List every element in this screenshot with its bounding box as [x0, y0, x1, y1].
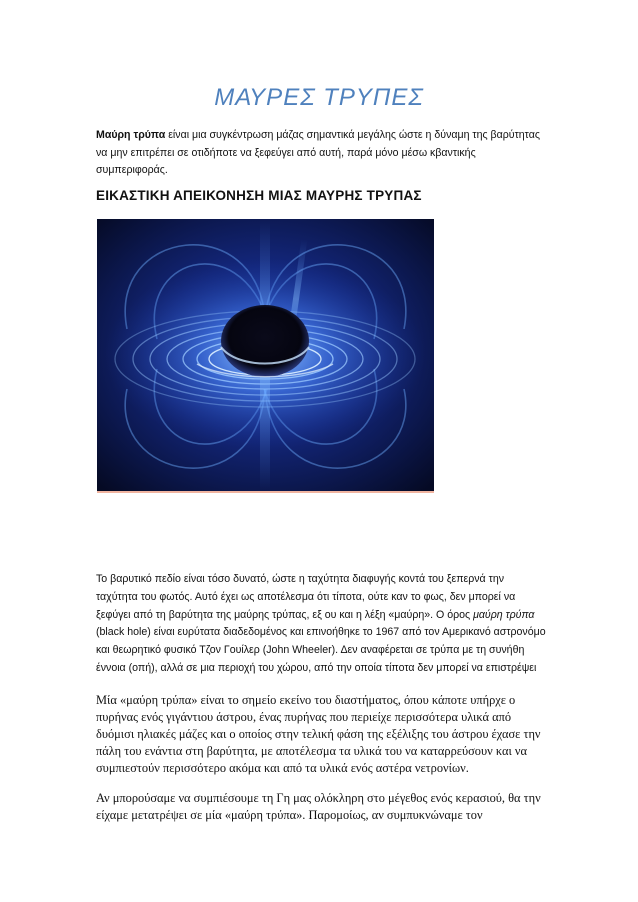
intro-paragraph: [96, 127, 546, 180]
paragraph-earth-example: Αν μπορούσαμε να συμπιέσουμε τη Γη μας ολόκληρη στο μέγεθος ενός κερασιού, θα την είχαμε μετατρέψει σε μία «μαύρη τρύπα». Παρομοίως, αν συμπυκνώναμε τον: [96, 791, 541, 822]
page-title: ΜΑΥΡΕΣ ΤΡΥΠΕΣ: [214, 84, 424, 111]
paragraph-gravity-part1: Το βαρυτικό πεδίο είναι τόσο δυνατό, ώστε η ταχύτητα διαφυγής κοντά του ξεπερνά την ταχύτητα του φωτός. Αυτό έχει ως αποτέλεσμα ότι τίποτα, ούτε καν το φως, δεν μπορεί να ξεφύγει από τη βαρύτητα της μαύρης τρύπας, εξ ου και η λέξη «μαύρη». Ο όρος: [96, 573, 516, 621]
intro-text: είναι μια συγκέντρωση μάζας σημαντικά μεγάλης ώστε η δύναμη της βαρύτητας να μην επιτρέπει σε οτιδήποτε να ξεφεύγει από αυτή, παρά μόνο μέσω κβαντικής συμπεριφοράς.: [96, 129, 540, 176]
paragraph-gravity: [96, 571, 548, 678]
section-heading: ΕΙΚΑΣΤΙΚΗ ΑΠΕΙΚΟΝΗΣΗ ΜΙΑΣ ΜΑΥΡΗΣ ΤΡΥΠΑΣ: [96, 188, 422, 203]
figure-divider: [97, 491, 434, 493]
intro-term: Μαύρη τρύπα: [96, 129, 166, 141]
paragraph-gravity-term: μαύρη τρύπα: [473, 608, 535, 621]
paragraph-definition: Μία «μαύρη τρύπα» είναι το σημείο εκείνο του διαστήματος, όπου κάποτε υπήρχε ο πυρήνας ενός γιγάντιου άστρου, ένας πυρήνας που περιείχε περισσότερα υλικά από δυόμισι ηλιακές μάζες και ο οποίος στην τελική φάση της εξέλιξης του άστρου έχασε την πάλη του ενάντια στη βαρύτητα, με αποτέλεσμα τα υλικά του να καταρρεύσουν και να συμπιεστούν περισσότερο ακόμα και από τα υλικά ενός αστέρα νετρονίων.: [96, 693, 541, 775]
black-hole-image: [97, 219, 434, 492]
black-hole-illustration: [97, 219, 434, 492]
paragraph-gravity-part2: (black hole) είναι ευρύτατα διαδεδομένος και επινοήθηκε το 1967 από τον Αμερικανό αστρονόμο και θεωρητικό φυσικό Τζον Γουίλερ (John Wheeler). Δεν αναφέρεται σε τρύπα με τη συνήθη έννοια (οπή), αλλά σε μια περιοχή του χώρου, από την οποία τίποτα δεν μπορεί να επιστρέψει: [96, 626, 546, 674]
